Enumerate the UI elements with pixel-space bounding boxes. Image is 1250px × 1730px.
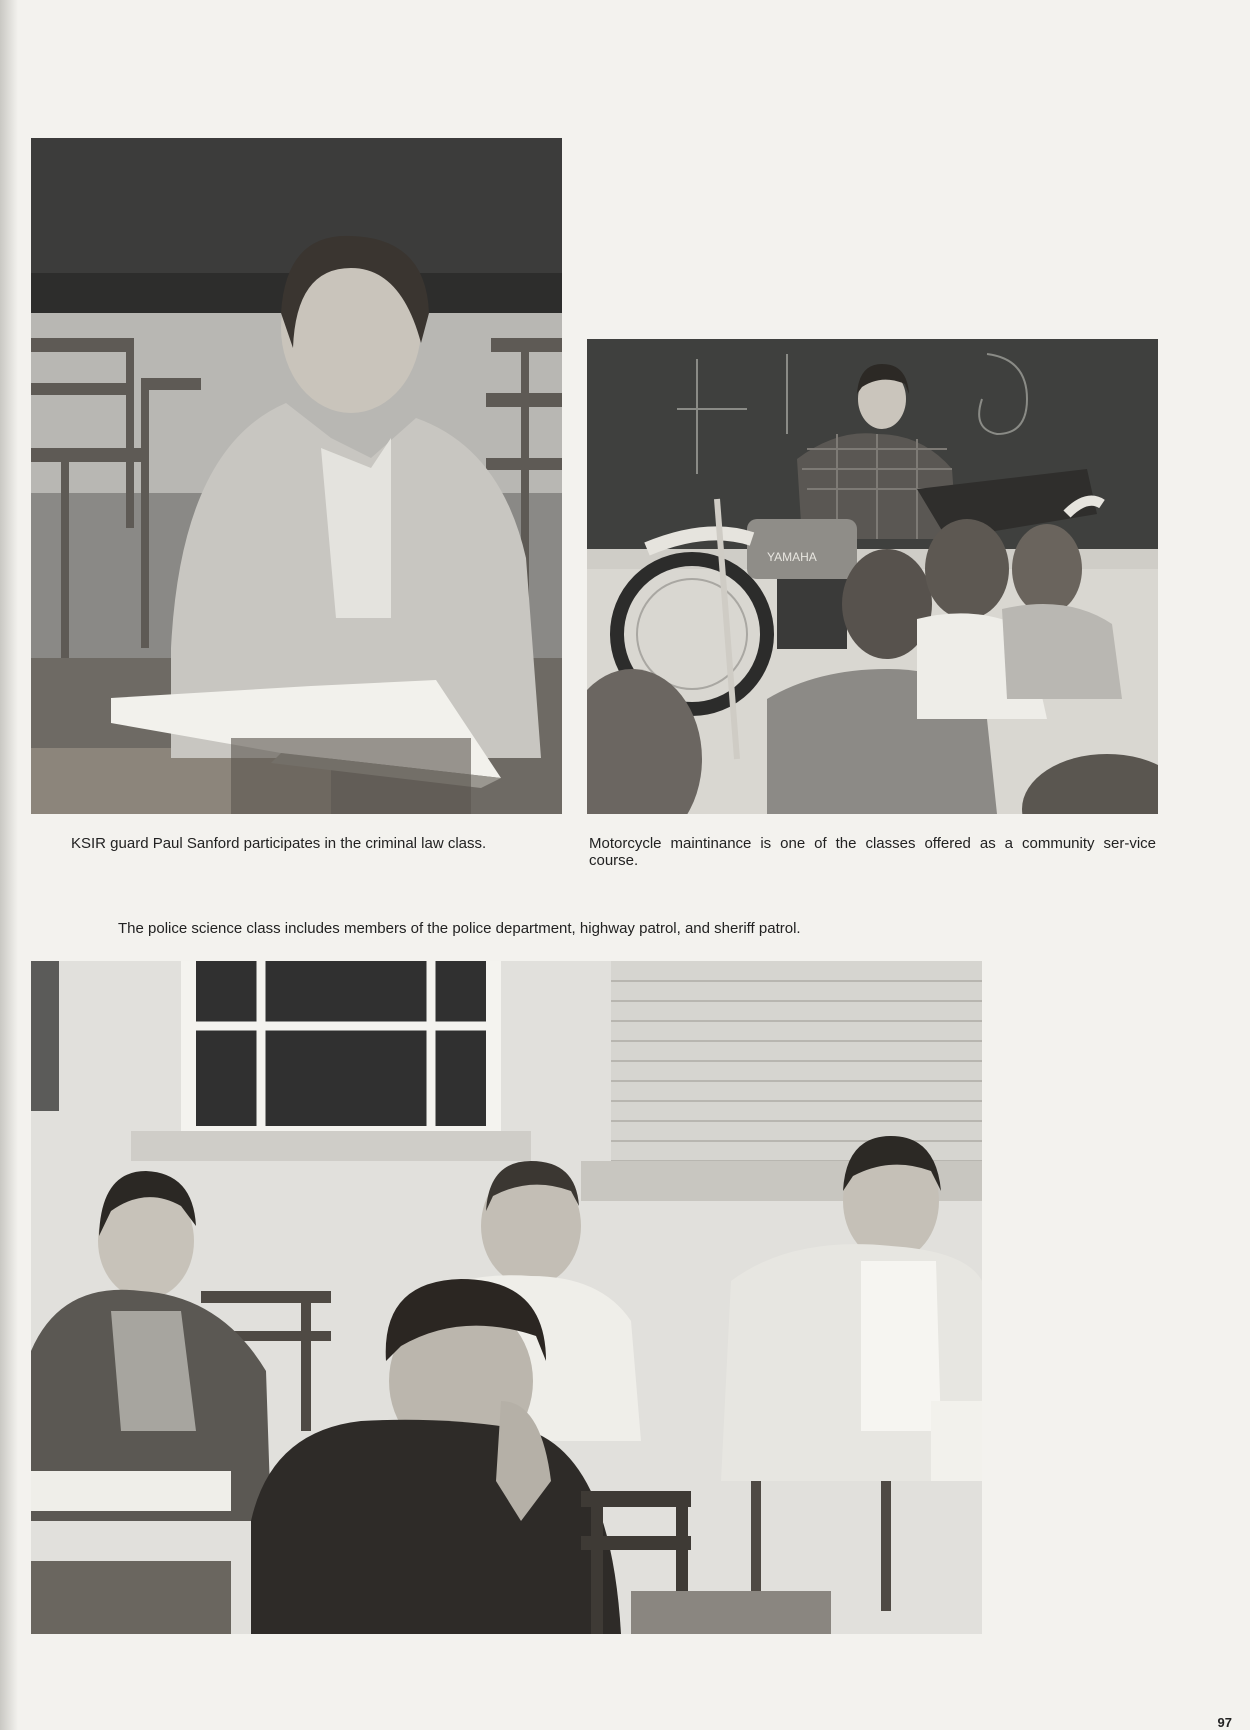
motorcycle-class-photo <box>587 339 1158 814</box>
criminal-law-caption: KSIR guard Paul Sanford participates in the criminal law class. <box>71 835 487 852</box>
motorcycle-caption: Motorcycle maintinance is one of the classes offered as a community ser-vice course. <box>589 835 1156 869</box>
motorcycle-class-photo-art <box>587 339 1158 814</box>
yamaha-tank-label: YAMAHA <box>767 550 817 564</box>
police-science-photo-art <box>31 961 982 1634</box>
police-science-photo <box>31 961 982 1634</box>
criminal-law-photo-art <box>31 138 562 814</box>
criminal-law-photo <box>31 138 562 814</box>
page-number: 97 <box>1217 1715 1232 1730</box>
police-science-caption: The police science class includes members of the police department, highway patrol, and sheriff patrol. <box>118 920 801 937</box>
page-binding-shadow <box>0 0 18 1730</box>
